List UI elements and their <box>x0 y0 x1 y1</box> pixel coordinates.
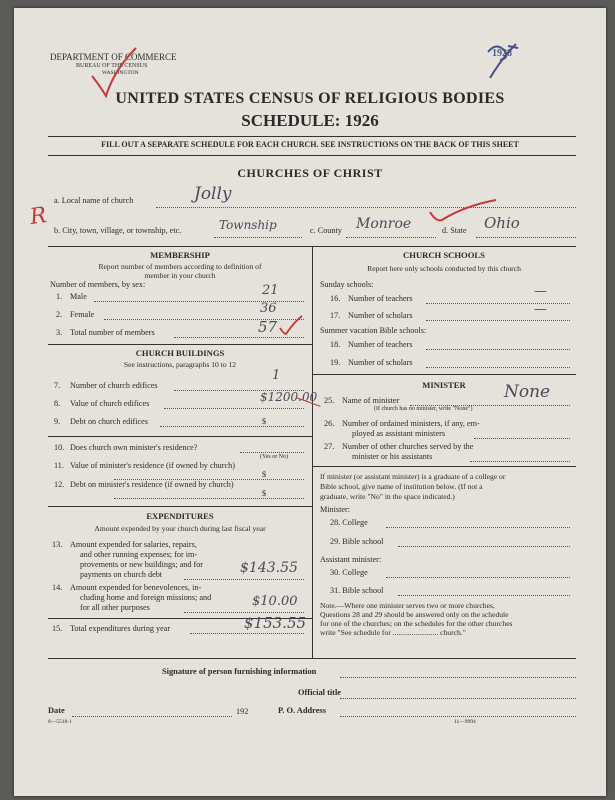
county-label: c. County <box>310 226 342 235</box>
sunday-teachers-label: Number of teachers <box>348 294 413 303</box>
note-line-4: write "See schedule for ........................ church." <box>320 628 466 637</box>
ordained-ministers-line-2: ployed as assistant ministers <box>352 429 446 438</box>
running-expenses-line-3: provements or new buildings; and for <box>80 560 204 569</box>
residence-value-amount: $ <box>262 470 267 479</box>
total-expenditures-label: Total expenditures during year <box>70 624 171 633</box>
buildings-desc: See instructions, paragraphs 10 to 12 <box>123 360 237 369</box>
membership-title: MEMBERSHIP <box>150 250 210 260</box>
benevolences-value: $10.00 <box>252 594 298 609</box>
ordained-ministers-number: 26. <box>324 419 335 428</box>
total-members-value: 57 <box>258 318 278 336</box>
membership-desc-2: member in your church <box>144 271 216 280</box>
expenditures-title: EXPENDITURES <box>146 511 214 521</box>
city-label: b. City, town, village, or township, etc. <box>54 226 182 235</box>
benevolences-line-3: for all other purposes <box>80 603 150 612</box>
assistant-bible-school-label: 31. Bible school <box>330 586 384 595</box>
stamp-number: 1928 <box>492 48 512 59</box>
summer-teachers-label: Number of teachers <box>348 340 413 349</box>
other-churches-number: 27. <box>324 442 335 451</box>
city-value: Township <box>219 218 277 232</box>
male-value: 21 <box>262 283 279 298</box>
minister-name-note: (If church has no minister, write "None") <box>374 406 473 412</box>
local-name-label: a. Local name of church <box>54 196 134 205</box>
sunday-teachers-number: 16. <box>330 294 341 303</box>
college-note-line-1: If minister (or assistant minister) is a graduate of a college or <box>320 472 506 481</box>
residence-value-label: Value of minister's residence (if owned by church) <box>70 461 235 470</box>
female-value: 36 <box>260 301 277 316</box>
note-line-2: Questions 28 and 29 should be answered only on the schedule <box>320 610 509 619</box>
running-expenses-value: $143.55 <box>240 560 298 576</box>
membership-desc-1: Report number of members according to definition of <box>98 262 262 271</box>
date-label: Date <box>48 706 65 715</box>
official-title-label: Official title <box>298 688 342 697</box>
summer-schools-label: Summer vacation Bible schools: <box>320 326 427 335</box>
assistant-college-label: 30. College <box>330 568 368 577</box>
other-churches-line-1: Number of other churches served by the <box>342 442 474 451</box>
state-value: Ohio <box>484 214 520 232</box>
bureau-city: WASHINGTON <box>102 70 139 76</box>
female-label: Female <box>70 310 95 319</box>
instruction-line: FILL OUT A SEPARATE SCHEDULE FOR EACH CHURCH. SEE INSTRUCTIONS ON THE BACK OF THIS SHEET <box>101 140 519 149</box>
summer-scholars-label: Number of scholars <box>348 358 413 367</box>
total-expenditures-number: 15. <box>52 624 63 633</box>
sunday-scholars-number: 17. <box>330 311 341 320</box>
stamp-scribble-mark <box>482 38 522 83</box>
total-check-mark <box>276 314 306 338</box>
sunday-scholars-label: Number of scholars <box>348 311 413 320</box>
edifices-value-label: Value of church edifices <box>70 399 150 408</box>
assistant-subheading: Assistant minister: <box>320 555 382 564</box>
running-expenses-line-1: Amount expended for salaries, repairs, <box>70 540 197 549</box>
edifices-label: Number of church edifices <box>70 381 158 390</box>
edifices-value-number: 8. <box>54 399 61 408</box>
edifices-debt-label: Debt on church edifices <box>70 417 148 426</box>
sunday-schools-label: Sunday schools: <box>320 280 374 289</box>
edifices-debt-number: 9. <box>54 417 61 426</box>
local-name-value: Jolly <box>194 184 232 204</box>
expenditures-desc: Amount expended by your church during last fiscal year <box>94 524 266 533</box>
edifices-debt-value: $ <box>262 417 267 426</box>
residence-debt-amount: $ <box>262 489 267 498</box>
total-members-number: 3. <box>56 328 63 337</box>
total-expenditures-value: $153.55 <box>244 614 307 632</box>
county-value: Monroe <box>356 216 412 232</box>
census-schedule-sheet <box>14 8 606 796</box>
running-expenses-number: 13. <box>52 540 63 549</box>
benevolences-number: 14. <box>52 583 63 592</box>
summer-teachers-number: 18. <box>330 340 341 349</box>
minister-name-number: 25. <box>324 396 335 405</box>
ordained-ministers-line-1: Number of ordained ministers, if any, em- <box>342 419 480 428</box>
sunday-teachers-value: — <box>534 284 547 299</box>
note-line-1: Note.—Where one minister serves two or more churches, <box>320 601 495 610</box>
denomination-title: CHURCHES OF CHRIST <box>237 166 383 180</box>
minister-name-value: None <box>504 382 551 402</box>
department-name: DEPARTMENT OF COMMERCE <box>50 52 177 62</box>
residence-label: Does church own minister's residence? <box>70 443 198 452</box>
edifices-value: 1 <box>272 368 281 383</box>
schools-desc: Report here only schools conducted by this church <box>367 264 521 273</box>
margin-r-mark: R <box>28 202 49 231</box>
form-code-right: 11—9994 <box>454 719 476 725</box>
minister-college-label: 28. College <box>330 518 368 527</box>
membership-intro: Number of members, by sex: <box>50 280 146 289</box>
yes-no-hint: (Yes or No) <box>260 454 289 460</box>
form-code-left: 8—5518-1 <box>48 719 72 725</box>
po-address-label: P. O. Address <box>278 706 326 715</box>
form-title: UNITED STATES CENSUS OF RELIGIOUS BODIES <box>115 90 505 107</box>
running-expenses-line-4: payments on church debt <box>80 570 163 579</box>
date-year: 192 <box>236 707 249 716</box>
note-line-3: for one of the churches; on the schedules for the other churches <box>320 619 513 628</box>
college-note-line-2: Bible school, give name of institution below. (If not a <box>320 482 483 491</box>
edifices-number: 7. <box>54 381 61 390</box>
male-label: Male <box>70 292 87 301</box>
signature-label: Signature of person furnishing information <box>162 667 317 676</box>
minister-subheading: Minister: <box>320 505 351 514</box>
residence-debt-label: Debt on minister's residence (if owned by church) <box>70 480 234 489</box>
college-note-line-3: graduate, write "No" in the space indicated.) <box>320 492 455 501</box>
benevolences-line-1: Amount expended for benevolences, in- <box>70 583 202 592</box>
bureau-name: BUREAU OF THE CENSUS <box>76 63 148 69</box>
minister-title: MINISTER <box>422 380 466 390</box>
state-label: d. State <box>442 226 467 235</box>
male-number: 1. <box>56 292 63 301</box>
residence-debt-number: 12. <box>54 480 65 489</box>
running-expenses-line-2: and other running expenses; for im- <box>80 550 198 559</box>
minister-bible-school-label: 29. Bible school <box>330 537 384 546</box>
buildings-title: CHURCH BUILDINGS <box>135 348 225 358</box>
schools-title: CHURCH SCHOOLS <box>403 250 485 260</box>
residence-value-number: 11. <box>54 461 64 470</box>
edifices-value-amount: $1200.00 <box>260 390 318 404</box>
benevolences-line-2: cluding home and foreign missions; and <box>80 593 212 602</box>
county-check-mark <box>424 196 504 226</box>
summer-scholars-number: 19. <box>330 358 341 367</box>
sunday-scholars-value: — <box>534 302 547 317</box>
schedule-title: SCHEDULE: 1926 <box>241 111 379 130</box>
other-churches-line-2: minister or his assistants <box>352 452 433 461</box>
total-members-label: Total number of members <box>70 328 155 337</box>
minister-name-label: Name of minister <box>342 396 400 405</box>
residence-number: 10. <box>54 443 65 452</box>
female-number: 2. <box>56 310 63 319</box>
